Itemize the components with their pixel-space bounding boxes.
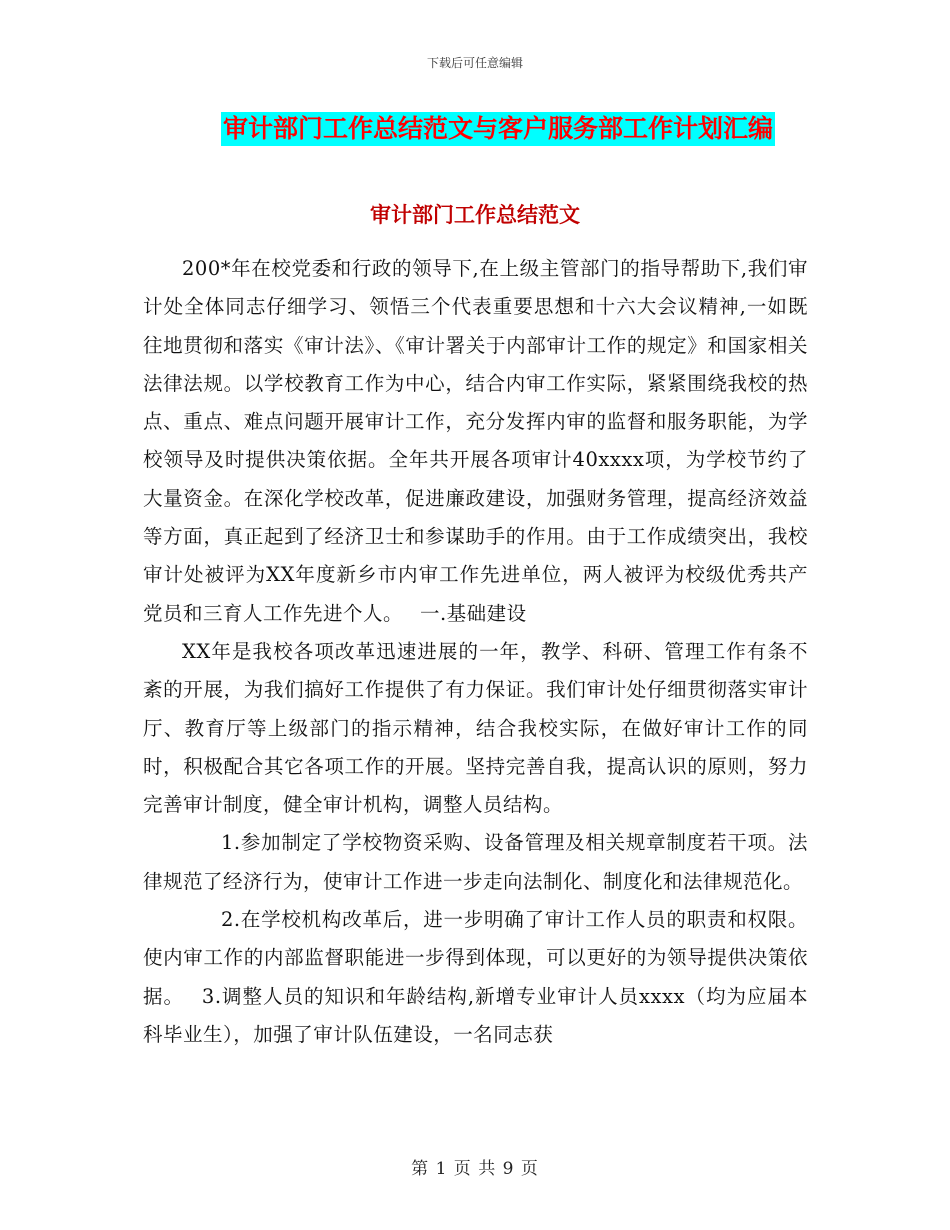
paragraph-1: 200*年在校党委和行政的领导下,在上级主管部门的指导帮助下,我们审计处全体同志仔细学习、领悟三个代表重要思想和十六大会议精神,一如既往地贯彻和落实《审计法》、《审计署关于内部审计工作的规定》和国家相关法律法规。以学校教育工作为中心，结合内审工作实际，紧紧围绕我校的热点、重点、难点问题开展审计工作，充分发挥内审的监督和服务职能，为学校领导及时提供决策依据。全年共开展各项审计40xxxx项，为学校节约了大量资金。在深化学校改革，促进廉政建设，加强财务管理，提高经济效益等方面，真正起到了经济卫士和参谋助手的作用。由于工作成绩突出，我校审计处被评为XX年度新乡市内审工作先进单位，两人被评为校级优秀共产党员和三育人工作先进个人。 一.基础建设 [143,257,808,625]
document-title-wrapper [0,112,950,146]
document-title: 审计部门工作总结范文与客户服务部工作计划汇编 [221,112,775,146]
page-number: 第 1 页 共 9 页 [411,1159,539,1179]
document-body [143,250,808,1054]
header-note: 下载后可任意编辑 [426,56,523,70]
paragraph-4: 2.在学校机构改革后，进一步明确了审计工作人员的职责和权限。使内审工作的内部监督职能进一步得到体现，可以更好的为领导提供决策依据。 3.调整人员的知识和年龄结构,新增专业审计人员xxxx（均为应届本科毕业生），加强了审计队伍建设，一名同志获 [143,908,808,1046]
paragraph-2: XX年是我校各项改革迅速进展的一年，教学、科研、管理工作有条不紊的开展，为我们搞好工作提供了有力保证。我们审计处仔细贯彻落实审计厅、教育厅等上级部门的指示精神，结合我校实际，在做好审计工作的同时，积极配合其它各项工作的开展。坚持完善自我，提高认识的原则，努力完善审计制度，健全审计机构，调整人员结构。 [143,639,808,817]
paragraph-3: 1.参加制定了学校物资采购、设备管理及相关规章制度若干项。法律规范了经济行为，使审计工作进一步走向法制化、制度化和法律规范化。 [143,831,808,893]
section-title: 审计部门工作总结范文 [370,203,580,227]
